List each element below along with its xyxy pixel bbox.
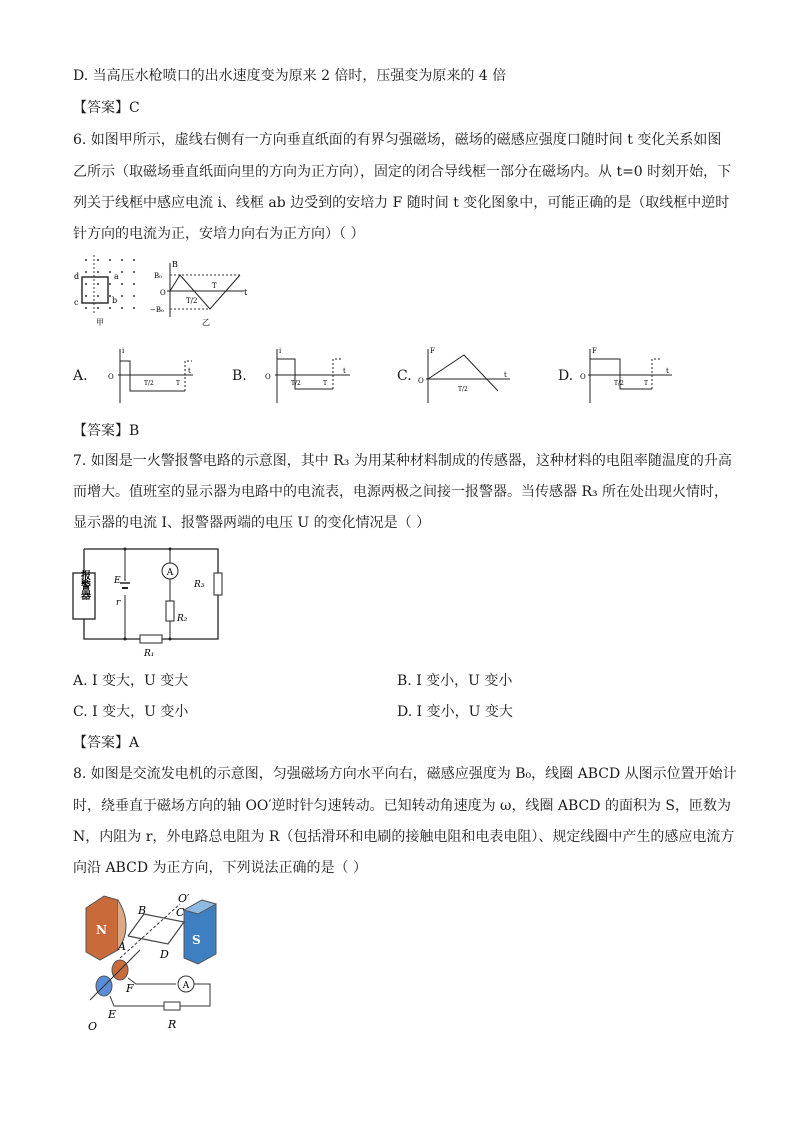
q6-option-a-graph — [100, 345, 195, 405]
svg-text:t: t — [666, 367, 669, 375]
answer-tag: 【答案】 — [73, 100, 129, 116]
q7-line-2: 而增大。值班室的显示器为电路中的电流表，电源两极之间接一报警器。当传感器 R₃ 所在处出现火情时， — [73, 484, 729, 500]
answer-value: C — [129, 100, 140, 116]
q6-option-d-graph — [580, 345, 675, 405]
svg-text:T: T — [323, 380, 328, 387]
label-T: T — [212, 282, 217, 290]
label-b: b — [112, 296, 118, 305]
svg-text:F: F — [430, 347, 435, 355]
svg-text:E: E — [114, 576, 121, 586]
svg-text:D: D — [160, 948, 169, 961]
q6-line-3: 列关于线框中感应电流 i、线框 ab 边受到的安培力 F 随时间 t 变化图象中，可能正确的是（取线框中逆时 — [73, 195, 730, 211]
svg-text:R₂: R₂ — [177, 614, 188, 624]
label-a: a — [114, 272, 119, 281]
svg-text:t: t — [343, 367, 346, 375]
label-negB0: −B₀ — [150, 306, 164, 314]
q8-generator-figure — [80, 888, 230, 1048]
svg-text:T/2: T/2 — [291, 380, 301, 387]
svg-text:T: T — [176, 380, 181, 387]
wire-frame — [82, 277, 108, 303]
q6-option-c-letter[interactable]: C. — [397, 368, 412, 384]
q6-option-d-letter[interactable]: D. — [558, 368, 574, 384]
q8-line-1: 8. 如图是交流发电机的示意图，匀强磁场方向水平向右，磁感应强度为 B₀，线圈 ABCD 从图示位置开始计 — [73, 766, 737, 782]
q6-line-2: 乙所示（取磁场垂直纸面向里的方向为正方向），固定的闭合导线框一部分在磁场内。从 t=0 时刻开始，下 — [73, 164, 732, 180]
q7-option-b[interactable]: B. I 变小，U 变小 — [397, 673, 513, 689]
q8-line-3: N，内阻为 r，外电路总电阻为 R（包括滑环和电刷的接触电阻和电表电阻）、规定线圈中产生的感应电流方 — [73, 829, 735, 845]
svg-text:t: t — [188, 367, 191, 375]
svg-text:T/2: T/2 — [614, 380, 624, 387]
q7-circuit — [70, 543, 230, 663]
svg-text:O′: O′ — [178, 892, 190, 905]
q6-answer: 【答案】B — [73, 423, 140, 439]
svg-text:A: A — [166, 568, 174, 578]
svg-text:A: A — [118, 940, 126, 953]
svg-text:O: O — [265, 373, 271, 381]
label-B: B — [172, 260, 178, 269]
label-t: t — [244, 288, 248, 297]
q7-option-d[interactable]: D. I 变小，U 变大 — [397, 704, 513, 720]
svg-text:O: O — [418, 377, 424, 385]
q7-line-1: 7. 如图是一火警报警电路的示意图，其中 R₃ 为用某种材料制成的传感器，这种材料的电阻率随温度的升高 — [73, 453, 732, 469]
svg-text:A: A — [182, 981, 190, 991]
q7-option-c[interactable]: C. I 变大，U 变小 — [73, 704, 189, 720]
q8-line-2: 时，绕垂直于磁场方向的轴 OO′逆时针匀速转动。已知转动角速度为 ω，线圈 ABCD 的面积为 S，匝数为 — [73, 798, 731, 814]
svg-text:T/2: T/2 — [458, 386, 468, 393]
svg-text:r: r — [116, 598, 121, 608]
q8-line-4: 向沿 ABCD 为正方向，下列说法正确的是（ ） — [73, 860, 367, 876]
svg-text:R: R — [168, 1018, 177, 1031]
svg-text:B: B — [138, 904, 147, 917]
svg-text:O: O — [88, 1020, 98, 1033]
label-B0: B₀ — [154, 272, 162, 280]
q6-option-b-graph — [257, 345, 352, 405]
q7-option-a[interactable]: A. I 变大，U 变大 — [73, 673, 189, 689]
label-O: O — [160, 289, 166, 297]
svg-text:N: N — [96, 923, 107, 937]
label-yi: 乙 — [202, 318, 210, 327]
q6-line-4: 针方向的电流为正，安培力向右为正方向）（ ） — [73, 226, 365, 242]
svg-text:F: F — [126, 982, 134, 995]
svg-text:R₁: R₁ — [144, 649, 155, 659]
q7-answer: 【答案】A — [73, 735, 140, 751]
label-jia: 甲 — [96, 318, 104, 327]
svg-text:O: O — [108, 373, 114, 381]
svg-text:T/2: T/2 — [144, 380, 154, 387]
svg-text:t: t — [504, 371, 507, 379]
q6-option-c-graph — [418, 345, 513, 405]
svg-text:C: C — [176, 906, 185, 919]
magnetic-field-dots — [85, 259, 135, 309]
axis-label: i — [122, 347, 125, 355]
svg-text:E: E — [108, 1008, 117, 1021]
q6-line-1: 6. 如图甲所示，虚线右侧有一方向垂直纸面的有界匀强磁场，磁场的磁感应强度口随时间 t 变化关系如图 — [73, 132, 722, 148]
q7-line-3: 显示器的电流 I、报警器两端的电压 U 的变化情况是（ ） — [73, 515, 431, 531]
q6-figure — [72, 255, 252, 330]
q5-answer — [73, 98, 140, 118]
label-d: d — [74, 272, 80, 281]
alarm-label: 报警器 — [78, 570, 90, 600]
svg-text:F: F — [592, 347, 597, 355]
svg-text:R₃: R₃ — [194, 580, 205, 590]
label-T2: T/2 — [186, 297, 198, 305]
svg-text:i: i — [279, 347, 282, 355]
q6-option-a-letter[interactable]: A. — [73, 368, 88, 384]
svg-text:S: S — [192, 933, 201, 947]
svg-text:O: O — [580, 373, 586, 381]
q6-option-b-letter[interactable]: B. — [232, 368, 247, 384]
q5-option-d: D. 当高压水枪喷口的出水速度变为原来 2 倍时，压强变为原来的 4 倍 — [73, 68, 507, 84]
svg-text:T: T — [644, 380, 649, 387]
yi-b-curve — [170, 275, 240, 309]
label-c: c — [74, 298, 79, 307]
